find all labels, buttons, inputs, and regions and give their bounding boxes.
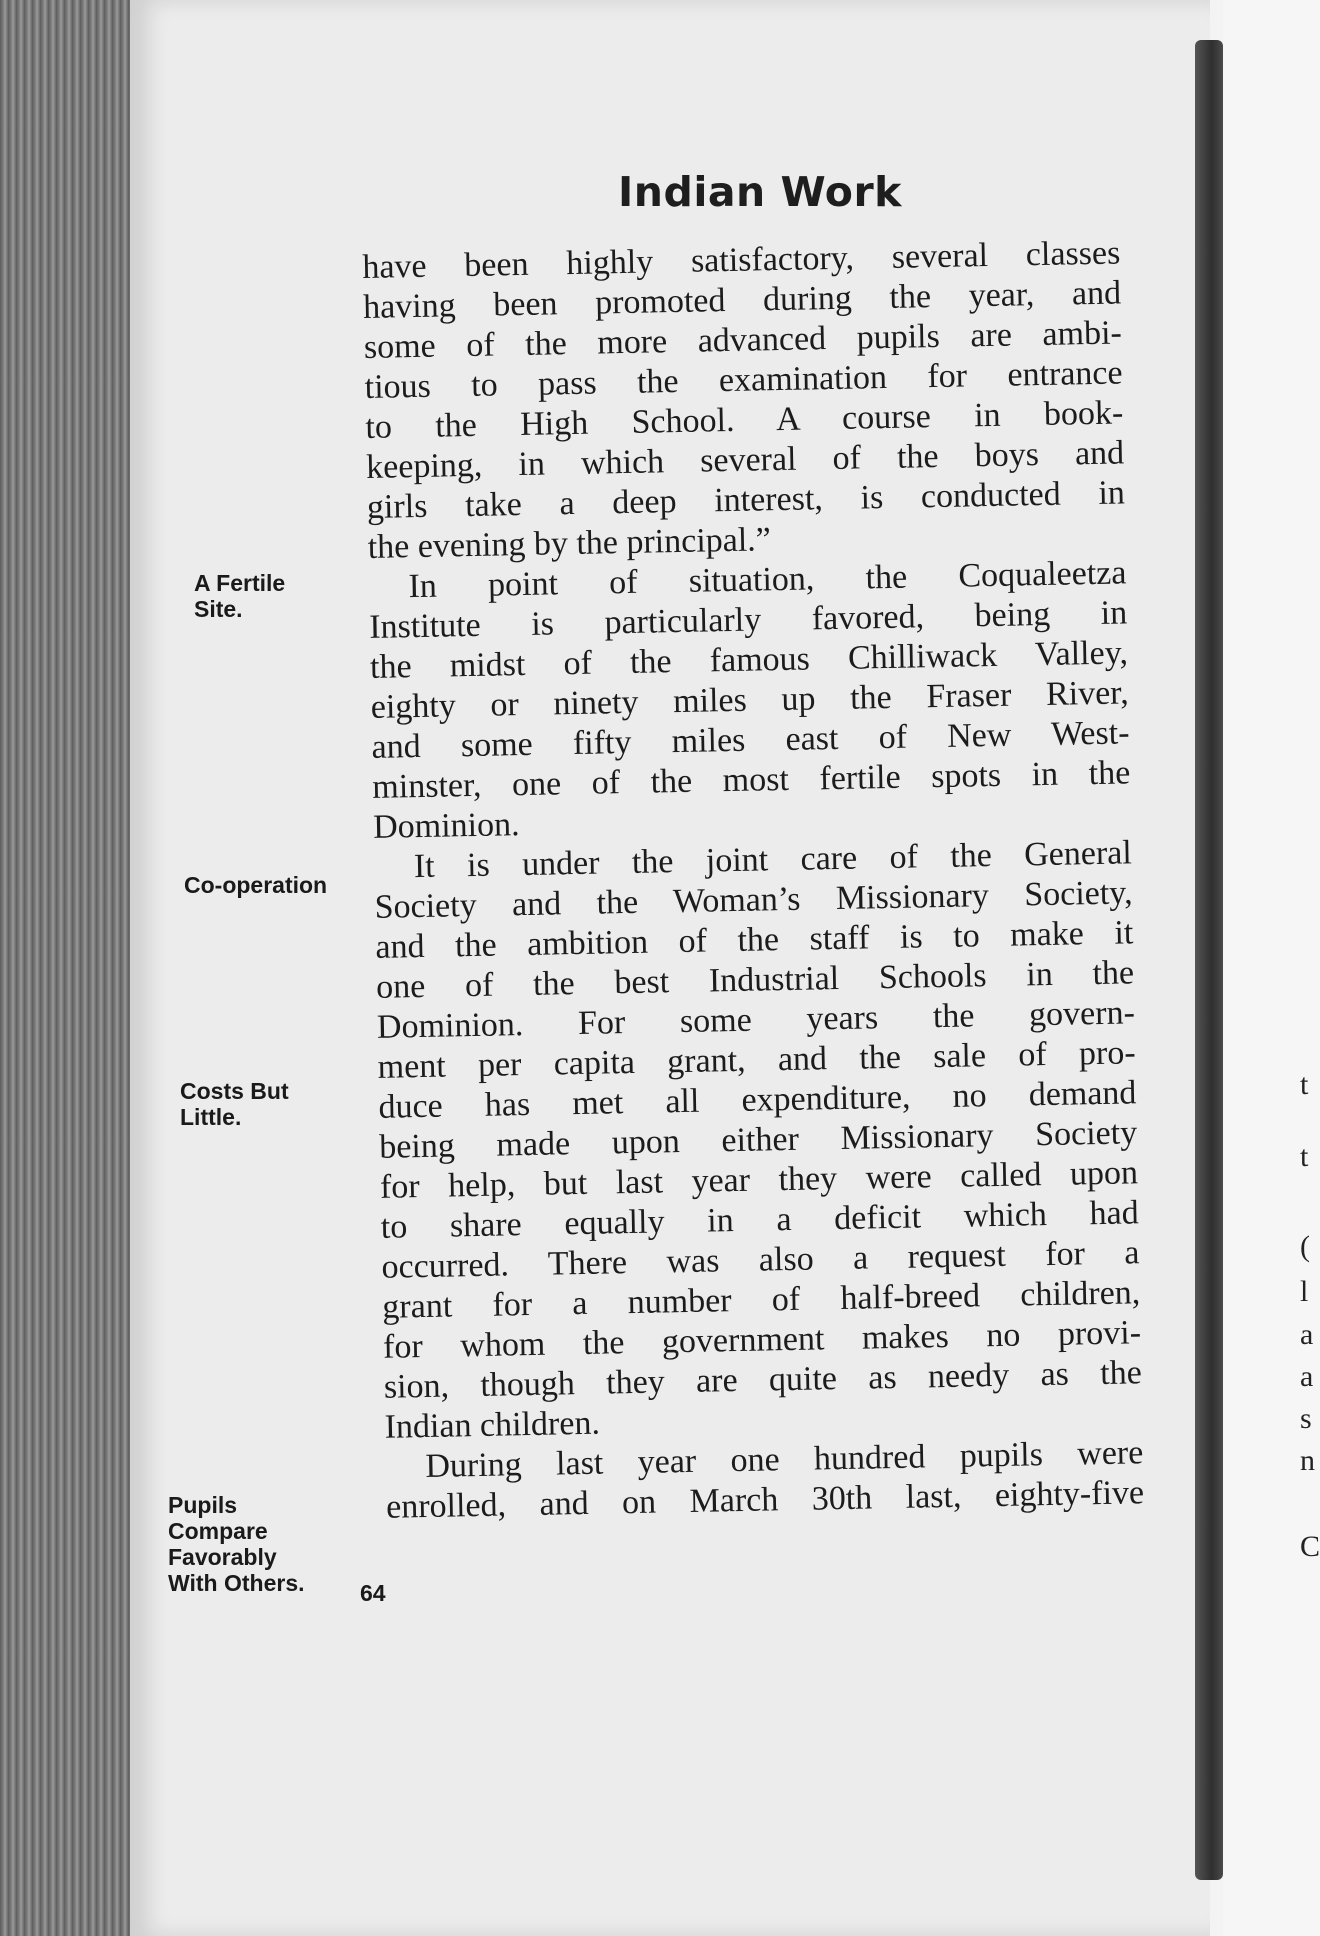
body-line: During last year one hundred pupils were	[425, 1434, 1144, 1486]
body-line: tious to pass the examination for entrance	[364, 354, 1123, 406]
margin-note-costs-but-little	[180, 1078, 289, 1130]
margin-note-co-operation	[184, 872, 327, 898]
body-line: and the ambition of the staff is to make it	[375, 914, 1134, 966]
margin-note-line: Little.	[180, 1104, 242, 1130]
body-line: minster, one of the most fertile spots in the	[372, 754, 1131, 806]
body-line: ment per capita grant, and the sale of pro-	[377, 1034, 1136, 1086]
adjacent-page-fragment: (	[1300, 1230, 1310, 1263]
body-line: to the High School. A course in book-	[365, 394, 1124, 446]
body-line: Society and the Woman’s Missionary Society,	[374, 874, 1133, 926]
body-line: enrolled, and on March 30th last, eighty-five	[385, 1474, 1145, 1526]
body-line: to share equally in a deficit which had	[380, 1194, 1140, 1246]
body-line: eighty or ninety miles up the Fraser River,	[370, 674, 1130, 726]
body-line: for help, but last year they were called upon	[379, 1154, 1139, 1206]
body-line: keeping, in which several of the boys and	[365, 434, 1125, 486]
body-line: and some fifty miles east of New West-	[371, 714, 1130, 766]
body-line: one of the best Industrial Schools in the	[375, 954, 1135, 1006]
body-line: have been highly satisfactory, several classes	[362, 234, 1121, 286]
body-line: It is under the joint care of the General	[413, 834, 1133, 886]
adjacent-page-fragment: l	[1300, 1275, 1309, 1308]
adjacent-page-fragment: t	[1300, 1068, 1309, 1101]
page-title: Indian Work	[618, 168, 902, 216]
adjacent-page-fragment: t	[1300, 1140, 1309, 1173]
body-line: some of the more advanced pupils are ambi-	[363, 314, 1123, 366]
body-line: being made upon either Missionary Society	[378, 1114, 1138, 1166]
margin-note-pupils-compare	[168, 1492, 305, 1596]
body-line: Dominion. For some years the govern-	[376, 994, 1136, 1046]
adjacent-page-fragment: n	[1300, 1444, 1315, 1477]
book-page-edges	[0, 0, 130, 1936]
body-line: sion, though they are quite as needy as the	[383, 1354, 1143, 1406]
body-line: grant for a number of half-breed children,	[381, 1274, 1141, 1326]
margin-note-line: With Others.	[168, 1570, 305, 1596]
body-line: Indian children.	[384, 1404, 601, 1446]
margin-note-line: Pupils	[168, 1492, 238, 1518]
adjacent-page-fragment: s	[1300, 1402, 1312, 1435]
page-number: 64	[360, 1580, 386, 1606]
book-gutter	[1195, 40, 1223, 1880]
margin-note-fertile-site	[194, 570, 285, 622]
margin-note-line: Favorably	[168, 1544, 277, 1570]
body-line: occurred. There was also a request for a	[381, 1234, 1140, 1286]
margin-note-line: Compare	[168, 1518, 268, 1544]
body-line: the midst of the famous Chilliwack Valley,	[369, 634, 1129, 686]
adjacent-page-fragment: a	[1300, 1318, 1314, 1351]
margin-note-line: Co-operation	[184, 872, 328, 898]
margin-note-line: Site.	[194, 596, 243, 622]
adjacent-page-fragment: a	[1300, 1360, 1314, 1393]
body-line: duce has met all expenditure, no demand	[378, 1074, 1137, 1126]
body-text	[362, 233, 1144, 1527]
margin-note-line: A Fertile	[194, 570, 286, 596]
body-line: Dominion.	[372, 806, 520, 846]
body-line: Institute is particularly favored, being in	[368, 594, 1128, 646]
body-line: for whom the government makes no provi-	[382, 1314, 1142, 1366]
body-line: In point of situation, the Coqualeetza	[408, 554, 1127, 606]
body-line: the evening by the principal.”	[367, 521, 772, 566]
body-line: having been promoted during the year, and	[362, 274, 1122, 326]
margin-note-line: Costs But	[180, 1078, 289, 1104]
body-line: girls take a deep interest, is conducted in	[366, 474, 1126, 526]
adjacent-page	[1223, 0, 1320, 1936]
adjacent-page-fragment: C	[1300, 1530, 1320, 1563]
